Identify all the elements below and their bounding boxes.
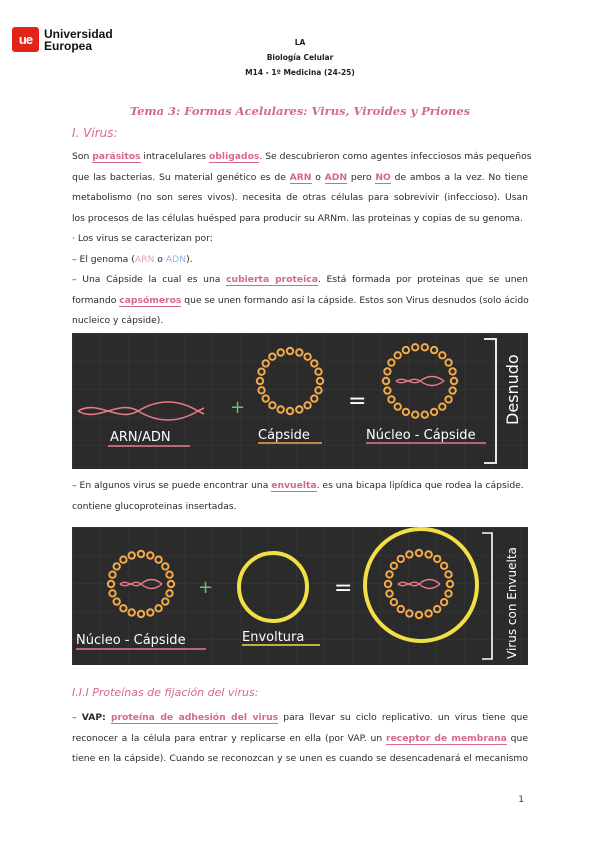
logo-line2: Europea: [44, 38, 93, 53]
plus-sign: +: [230, 397, 246, 418]
text-line: que las bacterias. Su material genético es de ARN o ADN pero NO de ambos a la vez. No tiene: [72, 171, 528, 183]
enveloped-virus-svg: [72, 527, 528, 665]
text-line: reconocer a la célula para entrar y replicarse en ella (por VAP. un receptor de membrana que: [72, 732, 528, 744]
label-envelope: Envoltura: [242, 630, 305, 645]
label-nucleocapsid: Núcleo - Cápside: [76, 633, 186, 648]
logo-mark: ue: [12, 27, 39, 52]
text-line: Son parásitos intracelulares obligados. Se descubrieron como agentes infecciosos más pequeños: [72, 151, 532, 162]
naked-virus-diagram: [72, 333, 528, 469]
text-line: – En algunos virus se puede encontrar una envuelta. es una bicapa lipídica que rodea la cápside.: [72, 480, 524, 491]
header-subject: Biología Celular: [266, 53, 334, 62]
equals-sign: =: [334, 576, 353, 601]
text-line: – Una Cápside la cual es una cubierta proteica. Está formada por proteinas que se unen: [72, 274, 529, 285]
naked-virus-svg: [72, 333, 528, 469]
label-genome: ARN/ADN: [110, 430, 171, 445]
label-nucleocapsid: Núcleo - Cápside: [366, 428, 476, 443]
text-line: metabolismo (no son seres vivos). necesita de otras células para sobrevivir (infeccioso). Usan: [72, 192, 528, 203]
header-initials: LA: [294, 38, 306, 47]
plus-sign: +: [198, 577, 214, 598]
section-heading-virus: I. Virus:: [72, 126, 118, 140]
text-line: los procesos de las células huésped para producir su ARNm. las proteinas y copias de su genoma.: [72, 212, 523, 224]
enveloped-virus-diagram: [72, 527, 528, 665]
paragraph-envelope: [72, 476, 528, 517]
text-line: nucleico y cápside).: [72, 315, 164, 326]
section-heading-vap: I.I.I Proteínas de fijación del virus:: [72, 686, 259, 699]
page-number: 1: [518, 795, 524, 805]
logo-line1: Universidad: [44, 26, 113, 41]
text-line: tiene en la cápside). Cuando se reconozcan y se unen es cuando se desencadenará el mecanismo: [72, 753, 528, 764]
text-line: formando capsómeros que se unen formando así la cápside. Estos son Virus desnudos (solo ácido: [72, 294, 529, 306]
page-title: Tema 3: Formas Acelulares: Virus, Viroides y Priones: [129, 104, 471, 118]
text-line: – El genoma (ARN o ADN).: [72, 253, 193, 265]
header-course: M14 - 1º Medicina (24-25): [245, 68, 355, 77]
text-line: · Los virus se caracterizan por:: [72, 233, 213, 244]
label-naked: Desnudo: [503, 354, 522, 425]
equals-sign: =: [348, 389, 367, 414]
paragraph-vap: [72, 708, 528, 770]
paragraph-virus-intro: [72, 147, 532, 332]
label-enveloped-virus: Virus con Envuelta: [505, 547, 519, 659]
text-line: – VAP: proteína de adhesión del virus para llevar su ciclo replicativo. un virus tiene que: [72, 712, 528, 723]
text-line: contiene glucoproteinas insertadas.: [72, 500, 237, 512]
label-capsid: Cápside: [258, 428, 310, 443]
